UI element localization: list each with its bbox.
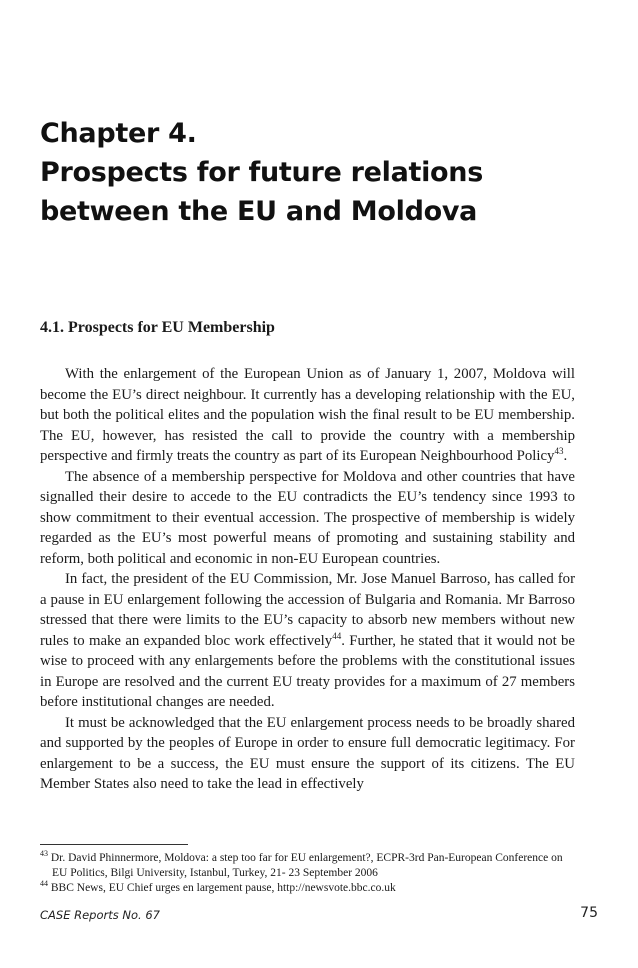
footnote-text: Dr. David Phinnermore, Moldova: a step too far for EU enlargement?, ECPR-3rd Pan-European Conference on EU Politics, Bilgi University, Istanbul, Turkey, 21- 23 September 2006 xyxy=(50,852,563,879)
paragraph-3-text: In fact, the president of the EU Commission, Mr. Jose Manuel Barroso, has called for a pause in EU enlargement following the accession of Bulgaria and Romania. Mr Barroso stressed that there were limits to the EU’s capacity to absorb new members without new rules to make an expanded bloc work effectively xyxy=(40,571,575,649)
paragraph-1-end: . xyxy=(563,448,568,464)
paragraph-4: It must be acknowledged that the EU enlargement process needs to be broadly shared and supported by the peoples of Europe in order to ensure full democratic legitimacy. For enlargement to be a success, the EU must ensure the support of its citizens. The EU Member States also need to take the lead in effectively xyxy=(40,714,575,792)
paragraph-3-rest: . Further, he stated that it would not be wise to proceed with any enlargements before the problems with the constitutional issues in Europe are resolved and the current EU treaty provides for a maximum of 27 members before institutional changes are needed. xyxy=(40,632,576,710)
footnote-ref-43[interactable]: 43 xyxy=(554,446,564,457)
page-number: 75 xyxy=(580,905,598,921)
body-text xyxy=(40,364,575,795)
chapter-title xyxy=(40,114,600,231)
footnote-number: 44 xyxy=(40,879,48,889)
paragraph-2: The absence of a membership perspective for Moldova and other countries that have signalled their desire to accede to the EU contradicts the EU’s tendency since 1993 to show commitment to their eventual accession. The prospective of membership is widely regarded as the EU’s most powerful means of promoting and sustaining stability and reform, both political and economic in non-EU European countries. xyxy=(40,468,575,567)
footnote-number: 43 xyxy=(40,849,48,859)
footnote-divider xyxy=(40,844,188,845)
paragraph-1 xyxy=(40,364,575,467)
footnote-ref-44[interactable]: 44 xyxy=(332,630,342,641)
paragraph-3 xyxy=(40,569,575,713)
footnote-44 xyxy=(40,881,580,896)
footer-series: CASE Reports No. 67 xyxy=(40,908,160,922)
chapter-title-line-3: between the EU and Moldova xyxy=(40,196,478,227)
chapter-title-line-1: Chapter 4. xyxy=(40,118,197,149)
chapter-title-line-2: Prospects for future relations xyxy=(40,157,483,188)
section-heading: 4.1. Prospects for EU Membership xyxy=(40,319,275,336)
footnote-43 xyxy=(40,851,580,881)
footnotes xyxy=(40,851,580,896)
paragraph-1-text: With the enlargement of the European Union as of January 1, 2007, Moldova will become the EU’s direct neighbour. It currently has a developing relationship with the EU, but both the political elites and the population wish the final result to be EU membership. The EU, however, has resisted the call to provide the country with a membership perspective and firmly treats the country as part of its European Neighbourhood Policy xyxy=(40,366,575,464)
footnote-text: BBC News, EU Chief urges en largement pause, http://newsvote.bbc.co.uk xyxy=(50,882,396,894)
